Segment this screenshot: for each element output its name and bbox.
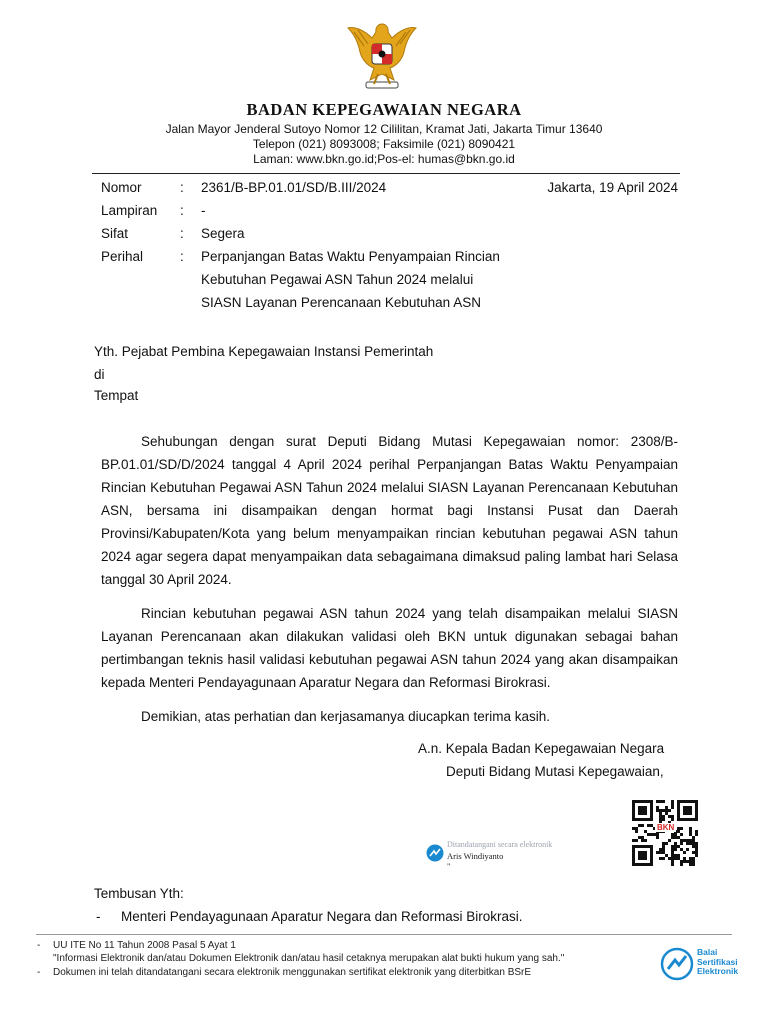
bsre-label-line-1: Balai — [697, 947, 718, 957]
body-paragraph-2-text: Rincian kebutuhan pegawai ASN tahun 2024 yang telah disampaikan melalui SIASN Layanan Perencanaan akan dilakukan validasi oleh BKN untuk digunakan sebagai bahan pertimbangan teknis hasil validasi kebutuhan pegawai ASN tahun 2024 yang akan disampaikan kepada Menteri Pendayagunaan Aparatur Negara dan Reformasi Birokrasi. — [101, 606, 678, 690]
perihal-colon: : — [180, 249, 184, 264]
address-line-3: Laman: www.bkn.go.id;Pos-el: humas@bkn.go.id — [253, 152, 515, 166]
bsre-logo-icon — [660, 947, 694, 981]
footer-line-1: UU ITE No 11 Tahun 2008 Pasal 5 Ayat 1 — [53, 940, 236, 951]
signer-name: Aris Windiyanto — [447, 851, 504, 861]
bsre-label-line-2: Sertifikasi — [697, 956, 738, 967]
garuda-emblem-icon — [344, 16, 420, 94]
tembusan-dash: - — [96, 909, 101, 924]
body-paragraph-1-text: Sehubungan dengan surat Deputi Bidang Mutasi Kepegawaian nomor: 2308/B-BP.01.01/SD/D/2024 tanggal 4 April 2024 perihal Perpanjangan Batas Waktu Penyampaian Rincian Kebutuhan Pegawai ASN Tahun 2024 melalui SIASN Layanan Perencanaan Kebutuhan ASN, bersama ini disampaikan dengan hormat bagi Instansi Pusat dan Daerah Provinsi/Kabupaten/Kota yang belum menyampaikan rincian kebutuhan pegawai ASN tahun 2024 agar segera dapat menyampaikan data sebagaimana dimaksud paling lambat hari Selasa tanggal 30 April 2024. — [101, 434, 678, 587]
address-line-1: Jalan Mayor Jenderal Sutoyo Nomor 12 Cililitan, Kramat Jati, Jakarta Timur 13640 — [165, 122, 603, 136]
lampiran-value: - — [201, 203, 206, 218]
tembusan-item-1: Menteri Pendayagunaan Aparatur Negara dan Reformasi Birokrasi. — [121, 909, 523, 924]
letter-date: Jakarta, 19 April 2024 — [547, 180, 678, 195]
recipient-line-3: Tempat — [94, 388, 139, 403]
footer-line-2: "Informasi Elektronik dan/atau Dokumen Elektronik dan/atau hasil cetaknya merupakan alat bukti hukum yang sah." — [53, 953, 565, 964]
esign-logo-icon — [426, 844, 444, 862]
body-paragraph-1 — [101, 430, 678, 591]
perihal-line-2: Kebutuhan Pegawai ASN Tahun 2024 melalui — [201, 272, 474, 287]
sifat-colon: : — [180, 226, 184, 241]
nomor-colon: : — [180, 180, 184, 195]
footer-line-3: Dokumen ini telah ditandatangani secara elektronik menggunakan sertifikat elektronik yang diterbitkan BSrE — [53, 967, 532, 978]
bsre-label — [697, 948, 738, 977]
header-divider — [92, 173, 680, 174]
footer-dash-1: - — [37, 940, 41, 951]
perihal-line-3: SIASN Layanan Perencanaan Kebutuhan ASN — [201, 295, 481, 310]
nomor-label: Nomor — [101, 180, 142, 195]
lampiran-colon: : — [180, 203, 184, 218]
qr-center-label: BKN — [657, 823, 675, 832]
lampiran-label: Lampiran — [101, 203, 158, 218]
address-line-2: Telepon (021) 8093008; Faksimile (021) 8090421 — [252, 137, 516, 151]
organization-name: BADAN KEPEGAWAIAN NEGARA — [246, 100, 522, 119]
perihal-line-1: Perpanjangan Batas Waktu Penyampaian Rincian — [201, 249, 500, 264]
nomor-value: 2361/B-BP.01.01/SD/B.III/2024 — [201, 180, 387, 195]
footer-divider — [36, 934, 732, 935]
esign-note: Ditandatangani secara elektronik — [447, 840, 553, 849]
signer-ditto: " — [447, 861, 451, 871]
signature-line-1: A.n. Kepala Badan Kepegawaian Negara — [418, 741, 665, 756]
sifat-label: Sifat — [101, 226, 129, 241]
perihal-label: Perihal — [101, 249, 144, 264]
bsre-label-line-3: Elektronik — [697, 966, 739, 976]
sifat-value: Segera — [201, 226, 245, 241]
qr-code-icon — [632, 800, 698, 866]
footer-dash-2: - — [37, 967, 41, 978]
recipient-line-1: Yth. Pejabat Pembina Kepegawaian Instansi Pemerintah — [94, 344, 434, 359]
closing-sentence: Demikian, atas perhatian dan kerjasamanya diucapkan terima kasih. — [141, 709, 550, 724]
recipient-line-2: di — [94, 367, 105, 382]
tembusan-title: Tembusan Yth: — [94, 886, 184, 901]
body-paragraph-2 — [101, 602, 678, 694]
signature-line-2: Deputi Bidang Mutasi Kepegawaian, — [446, 764, 664, 779]
